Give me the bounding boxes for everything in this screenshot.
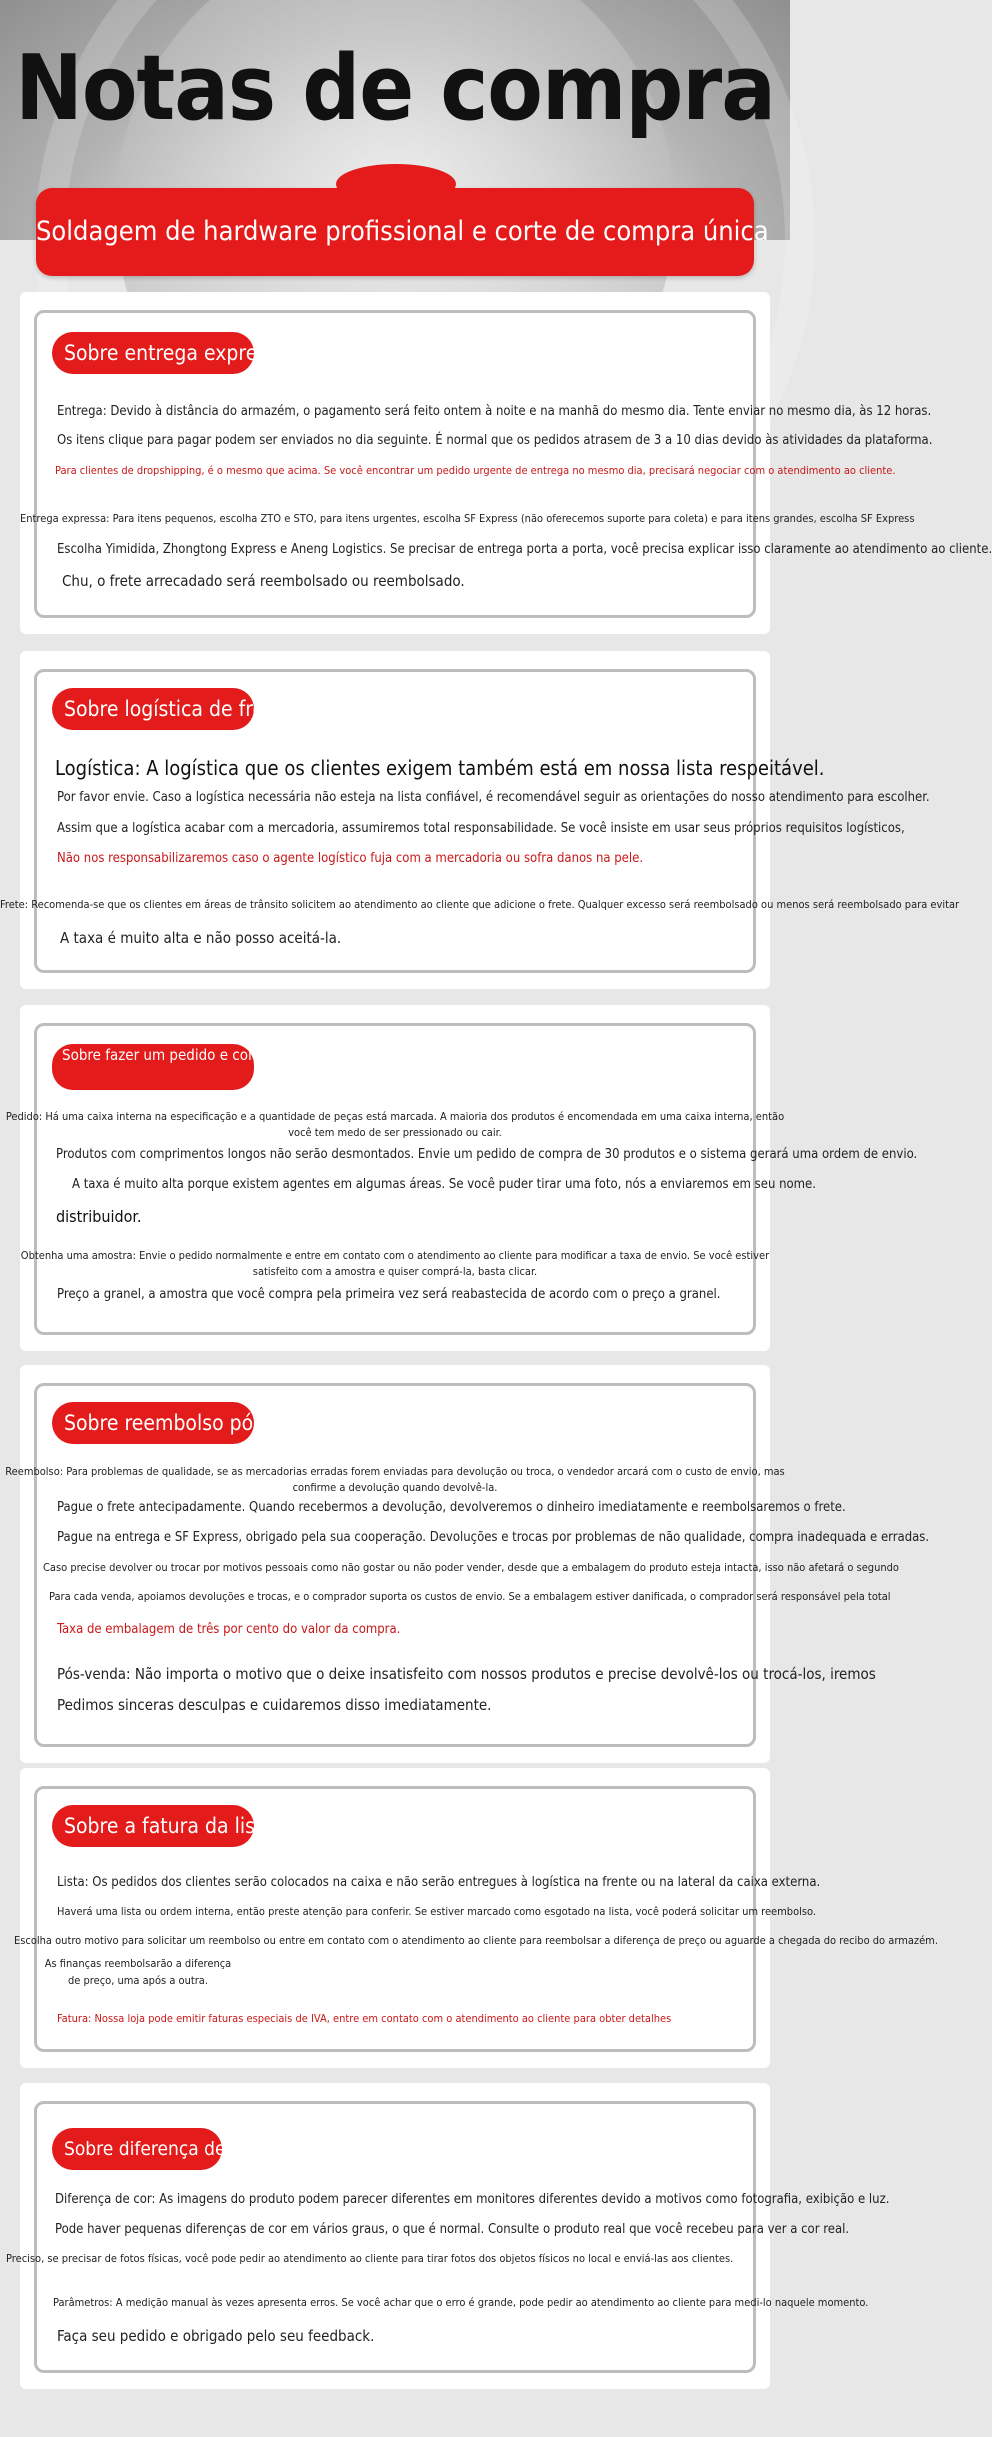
- text-line: Faça seu pedido e obrigado pelo seu feedback.: [57, 2327, 375, 2345]
- text-line: Entrega: Devido à distância do armazém, o pagamento será feito ontem à noite e na manhã do mesmo dia. Tente enviar no mesmo dia, às 12 horas.: [57, 404, 932, 419]
- text-line: A taxa é muito alta e não posso aceitá-la.: [60, 929, 342, 947]
- text-line: Por favor envie. Caso a logística necessária não esteja na lista confiável, é recomendável seguir as orientações do nosso atendimento para escolher.: [57, 790, 930, 805]
- section-heading: Sobre entrega expressa: [52, 332, 254, 374]
- header-banner: [36, 188, 769, 276]
- text-line: Pague o frete antecipadamente. Quando recebermos a devolução, devolveremos o dinheiro imediatamente e reembolsaremos o frete.: [57, 1500, 846, 1515]
- text-line: Preço a granel, a amostra que você compra pela primeira vez será reabastecida de acordo com o preço a granel.: [57, 1287, 721, 1302]
- text-line: Os itens clique para pagar podem ser enviados no dia seguinte. É normal que os pedidos atrasem de 3 a 10 dias devido às atividades da plataforma.: [57, 433, 933, 448]
- text-line: Frete: Recomenda-se que os clientes em áreas de trânsito solicitem ao atendimento ao cliente que adicione o frete. Qualquer excesso será reembolsado ou menos será reembolsado para evitar: [0, 898, 960, 911]
- text-line: Obtenha uma amostra: Envie o pedido normalmente e entre em contato com o atendimento ao cliente para modificar a taxa de envio. Se você estiver satisfeito com a amostra e quiser comprá-la, basta clicar.: [20, 1249, 770, 1278]
- text-line: Escolha outro motivo para solicitar um reembolso ou entre em contato com o atendimento ao cliente para reembolsar a diferença de preço ou aguarde a chegada do recibo do armazém.: [14, 1934, 938, 1947]
- text-line: Produtos com comprimentos longos não serão desmontados. Envie um pedido de compra de 30 produtos e o sistema gerará uma ordem de envio.: [56, 1147, 918, 1162]
- page-title: Notas de compra: [15, 36, 775, 141]
- section-heading: Sobre diferença de cor: [52, 2128, 222, 2170]
- text-line: Reembolso: Para problemas de qualidade, se as mercadorias erradas forem enviadas para devolução ou troca, o vendedor arcará com o custo de envio, mas confirme a devolução quando devolvê-la.: [5, 1465, 785, 1494]
- section-reembolso: [5, 1365, 930, 1763]
- text-line: Não nos responsabilizaremos caso o agente logístico fuja com a mercadoria ou sofra danos na pele.: [57, 851, 644, 866]
- text-line: Pague na entrega e SF Express, obrigado pela sua cooperação. Devoluções e trocas por problemas de não qualidade, compra inadequada e erradas.: [57, 1530, 930, 1545]
- text-line: Pedimos sinceras desculpas e cuidaremos disso imediatamente.: [57, 1696, 492, 1714]
- section-fatura-lista: [14, 1768, 938, 2068]
- section-diferenca-cor: [6, 2083, 890, 2389]
- section-entrega-expressa: [20, 292, 992, 634]
- text-line: As finanças reembolsarão a diferença de preço, uma após a outra.: [44, 1957, 232, 1987]
- text-line: A taxa é muito alta porque existem agentes em algumas áreas. Se você puder tirar uma foto, nós a enviaremos em seu nome.: [72, 1177, 816, 1192]
- section-heading: Sobre a fatura da lista: [52, 1805, 254, 1847]
- text-line: Para clientes de dropshipping, é o mesmo que acima. Se você encontrar um pedido urgente de entrega no mesmo dia, precisará negociar com o atendimento ao cliente.: [55, 464, 896, 477]
- text-line: Pode haver pequenas diferenças de cor em vários graus, o que é normal. Consulte o produto real que você recebeu para ver a cor real.: [55, 2222, 850, 2237]
- text-line: Diferença de cor: As imagens do produto podem parecer diferentes em monitores diferentes devido a motivos como fotografia, exibição e luz.: [55, 2192, 890, 2207]
- text-line: distribuidor.: [56, 1207, 142, 1226]
- text-line: Lista: Os pedidos dos clientes serão colocados na caixa e não serão entregues à logística na frente ou na lateral da caixa externa.: [57, 1875, 821, 1890]
- text-line: Preciso, se precisar de fotos físicas, você pode pedir ao atendimento ao cliente para tirar fotos dos objetos físicos no local e enviá-las aos clientes.: [6, 2252, 734, 2265]
- text-line: Assim que a logística acabar com a mercadoria, assumiremos total responsabilidade. Se você insiste em usar seus próprios requisitos logísticos,: [57, 821, 905, 836]
- text-line: Pedido: Há uma caixa interna na especificação e a quantidade de peças está marcada. A maioria dos produtos é encomendada em uma caixa interna, então você tem medo de ser pressionado ou cair.: [5, 1110, 785, 1139]
- section-heading: Sobre fazer um pedido e coletar amostras: [52, 1044, 254, 1090]
- text-line: Haverá uma lista ou ordem interna, então preste atenção para conferir. Se estiver marcado como esgotado na lista, você poderá solicitar um reembolso.: [57, 1905, 817, 1918]
- text-line: Chu, o frete arrecadado será reembolsado ou reembolsado.: [62, 572, 465, 590]
- text-line: Escolha Yimidida, Zhongtong Express e Aneng Logistics. Se precisar de entrega porta a porta, você precisa explicar isso claramente ao atendimento ao cliente.: [57, 542, 992, 557]
- section-heading: Sobre logística de frete: [52, 688, 254, 730]
- text-line: Para cada venda, apoiamos devoluções e trocas, e o comprador suporta os custos de envio. Se a embalagem estiver danificada, o comprador será responsável pela total: [49, 1590, 891, 1603]
- text-line: Pós-venda: Não importa o motivo que o deixe insatisfeito com nossos produtos e precise devolvê-los ou trocá-los, iremos: [57, 1665, 876, 1683]
- text-line: Fatura: Nossa loja pode emitir faturas especiais de IVA, entre em contato com o atendimento ao cliente para obter detalhes: [57, 2012, 672, 2025]
- text-line: Parâmetros: A medição manual às vezes apresenta erros. Se você achar que o erro é grande, pode pedir ao atendimento ao cliente para medi-lo naquele momento.: [53, 2296, 869, 2309]
- text-line: Caso precise devolver ou trocar por motivos pessoais como não gostar ou não poder vender, desde que a embalagem do produto esteja intacta, isso não afetará o segundo: [43, 1561, 899, 1574]
- text-line: Entrega expressa: Para itens pequenos, escolha ZTO e STO, para itens urgentes, escolha SF Express (não oferecemos suporte para coleta) e para itens grandes, escolha SF Express: [20, 512, 915, 525]
- section-heading: Sobre reembolso pós-venda: [52, 1402, 254, 1444]
- banner-text: Soldagem de hardware profissional e corte de compra única: [36, 216, 769, 247]
- text-line: Taxa de embalagem de três por cento do valor da compra.: [57, 1622, 401, 1637]
- text-line: Logística: A logística que os clientes exigem também está em nossa lista respeitável.: [55, 756, 825, 780]
- section-logistica-frete: [0, 651, 960, 989]
- section-pedido-amostras: [5, 1005, 918, 1351]
